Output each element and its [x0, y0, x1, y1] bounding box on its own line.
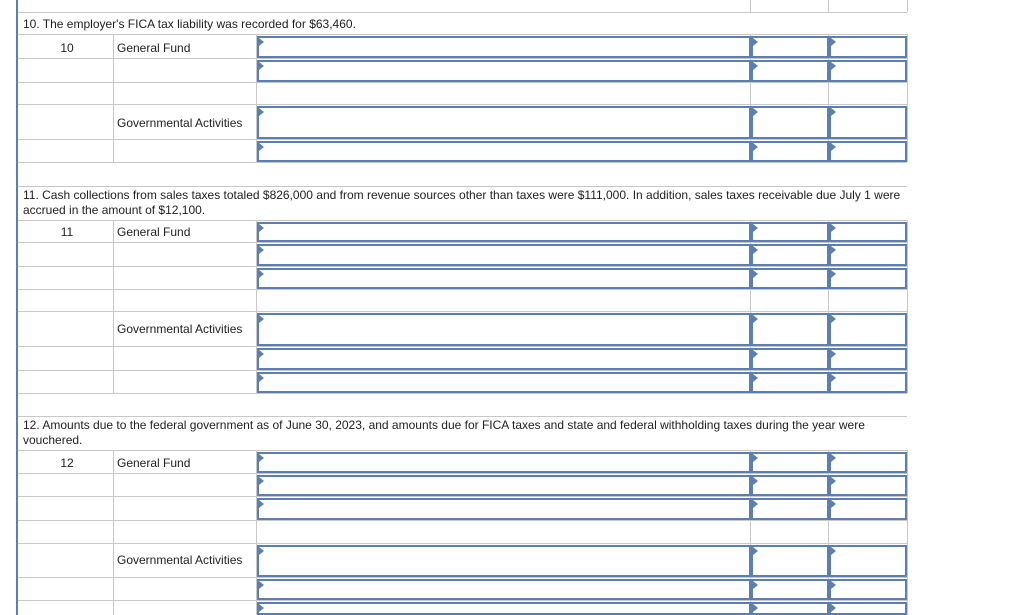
account-input[interactable]	[257, 348, 751, 370]
general-fund-label-11: General Fund	[117, 225, 191, 239]
dropdown-marker-icon	[753, 350, 758, 358]
credit-input[interactable]	[829, 244, 907, 266]
dropdown-marker-icon	[259, 108, 264, 116]
dropdown-marker-icon	[753, 581, 758, 589]
dropdown-marker-icon	[259, 224, 264, 232]
credit-input[interactable]	[829, 60, 907, 82]
grid-line	[18, 473, 907, 474]
column-divider	[907, 450, 908, 615]
problem-10-text: 10. The employer's FICA tax liability was recorded for $63,460.	[23, 17, 356, 31]
dropdown-marker-icon	[259, 143, 264, 151]
dropdown-marker-icon	[259, 62, 264, 70]
dropdown-marker-icon	[259, 454, 264, 462]
problem-11-text: 11. Cash collections from sales taxes totaled $826,000 and from revenue sources other than taxes were $111,000. In addition, sales taxes receivable due July 1 were accrued in the amount of $12,100.	[23, 188, 901, 217]
dropdown-marker-icon	[753, 477, 758, 485]
grid-line	[18, 393, 907, 394]
grid-line	[18, 416, 907, 417]
grid-line	[18, 58, 907, 59]
dropdown-marker-icon	[831, 62, 836, 70]
grid-line	[18, 220, 907, 221]
problem-12-text: 12. Amounts due to the federal government as of June 30, 2023, and amounts due for FICA taxes and state and federal withholding taxes during the year were vouchered.	[23, 418, 865, 447]
grid-line	[18, 12, 907, 13]
column-divider	[907, 34, 908, 162]
debit-input[interactable]	[751, 348, 829, 370]
debit-input[interactable]	[751, 313, 829, 346]
debit-input[interactable]	[751, 579, 829, 600]
governmental-activities-label-12: Governmental Activities	[117, 553, 243, 567]
governmental-activities-label-11: Governmental Activities	[117, 322, 243, 336]
account-input[interactable]	[257, 313, 751, 346]
dropdown-marker-icon	[259, 604, 264, 612]
dropdown-marker-icon	[831, 315, 836, 323]
dropdown-marker-icon	[753, 246, 758, 254]
account-input[interactable]	[257, 372, 751, 393]
debit-input[interactable]	[751, 222, 829, 242]
account-input[interactable]	[257, 244, 751, 266]
debit-input[interactable]	[751, 106, 829, 139]
column-divider	[113, 34, 114, 162]
debit-input[interactable]	[751, 372, 829, 393]
debit-input[interactable]	[751, 602, 829, 615]
dropdown-marker-icon	[753, 270, 758, 278]
grid-line	[18, 520, 907, 521]
credit-input[interactable]	[829, 602, 907, 615]
general-fund-label-10: General Fund	[117, 41, 191, 55]
dropdown-marker-icon	[753, 315, 758, 323]
problem-12-number: 12	[60, 456, 74, 470]
account-input[interactable]	[257, 141, 751, 162]
dropdown-marker-icon	[753, 38, 758, 46]
grid-line	[18, 162, 907, 163]
problem-11-number: 11	[60, 225, 74, 239]
column-divider	[907, 220, 908, 393]
grid-line	[18, 186, 907, 187]
dropdown-marker-icon	[753, 454, 758, 462]
dropdown-marker-icon	[753, 62, 758, 70]
account-input[interactable]	[257, 452, 751, 473]
dropdown-marker-icon	[831, 350, 836, 358]
grid-line	[18, 311, 907, 312]
dropdown-marker-icon	[831, 38, 836, 46]
problem-10-number: 10	[60, 41, 74, 55]
credit-input[interactable]	[829, 268, 907, 289]
dropdown-marker-icon	[753, 547, 758, 555]
credit-input[interactable]	[829, 222, 907, 242]
grid-line	[18, 450, 907, 451]
debit-input[interactable]	[751, 36, 829, 58]
dropdown-marker-icon	[259, 350, 264, 358]
debit-input[interactable]	[751, 545, 829, 577]
credit-input[interactable]	[829, 348, 907, 370]
dropdown-marker-icon	[831, 108, 836, 116]
dropdown-marker-icon	[831, 224, 836, 232]
general-fund-label-12: General Fund	[117, 456, 191, 470]
column-divider	[828, 0, 829, 12]
column-divider	[113, 450, 114, 615]
debit-input[interactable]	[751, 498, 829, 520]
debit-input[interactable]	[751, 268, 829, 289]
grid-line	[18, 496, 907, 497]
debit-input[interactable]	[751, 244, 829, 266]
dropdown-marker-icon	[259, 315, 264, 323]
credit-input[interactable]	[829, 106, 907, 139]
debit-input[interactable]	[751, 141, 829, 162]
dropdown-marker-icon	[831, 500, 836, 508]
dropdown-marker-icon	[753, 108, 758, 116]
credit-input[interactable]	[829, 452, 907, 473]
dropdown-marker-icon	[753, 500, 758, 508]
dropdown-marker-icon	[753, 224, 758, 232]
credit-input[interactable]	[829, 498, 907, 520]
dropdown-marker-icon	[259, 547, 264, 555]
credit-input[interactable]	[829, 313, 907, 346]
dropdown-marker-icon	[831, 547, 836, 555]
grid-line	[18, 82, 907, 83]
account-input[interactable]	[257, 60, 751, 82]
credit-input[interactable]	[829, 372, 907, 393]
debit-input[interactable]	[751, 475, 829, 496]
column-divider	[907, 0, 908, 12]
dropdown-marker-icon	[259, 500, 264, 508]
credit-input[interactable]	[829, 579, 907, 600]
dropdown-marker-icon	[831, 270, 836, 278]
credit-input[interactable]	[829, 475, 907, 496]
grid-line	[18, 370, 907, 371]
account-input[interactable]	[257, 268, 751, 289]
grid-line	[18, 600, 907, 601]
account-input[interactable]	[257, 222, 751, 242]
column-divider	[750, 0, 751, 12]
credit-input[interactable]	[829, 545, 907, 577]
dropdown-marker-icon	[259, 581, 264, 589]
grid-line	[18, 34, 907, 35]
dropdown-marker-icon	[753, 374, 758, 382]
credit-input[interactable]	[829, 36, 907, 58]
account-input[interactable]	[257, 106, 751, 139]
account-input[interactable]	[257, 36, 751, 58]
grid-line	[18, 577, 907, 578]
grid-line	[18, 266, 907, 267]
grid-line	[18, 289, 907, 290]
account-input[interactable]	[257, 498, 751, 520]
debit-input[interactable]	[751, 60, 829, 82]
dropdown-marker-icon	[831, 477, 836, 485]
account-input[interactable]	[257, 579, 751, 600]
dropdown-marker-icon	[831, 246, 836, 254]
credit-input[interactable]	[829, 141, 907, 162]
dropdown-marker-icon	[831, 604, 836, 612]
dropdown-marker-icon	[259, 374, 264, 382]
grid-line	[18, 346, 907, 347]
dropdown-marker-icon	[259, 477, 264, 485]
grid-line	[18, 543, 907, 544]
dropdown-marker-icon	[831, 454, 836, 462]
dropdown-marker-icon	[259, 38, 264, 46]
dropdown-marker-icon	[753, 604, 758, 612]
grid-line	[18, 242, 907, 243]
account-input[interactable]	[257, 475, 751, 496]
grid-line	[18, 104, 907, 105]
account-input[interactable]	[257, 602, 751, 615]
debit-input[interactable]	[751, 452, 829, 473]
governmental-activities-label-10: Governmental Activities	[117, 116, 243, 130]
dropdown-marker-icon	[259, 246, 264, 254]
grid-line	[18, 139, 907, 140]
left-border	[16, 0, 18, 615]
dropdown-marker-icon	[259, 270, 264, 278]
dropdown-marker-icon	[831, 581, 836, 589]
column-divider	[113, 220, 114, 393]
dropdown-marker-icon	[753, 143, 758, 151]
dropdown-marker-icon	[831, 143, 836, 151]
account-input[interactable]	[257, 545, 751, 577]
dropdown-marker-icon	[831, 374, 836, 382]
